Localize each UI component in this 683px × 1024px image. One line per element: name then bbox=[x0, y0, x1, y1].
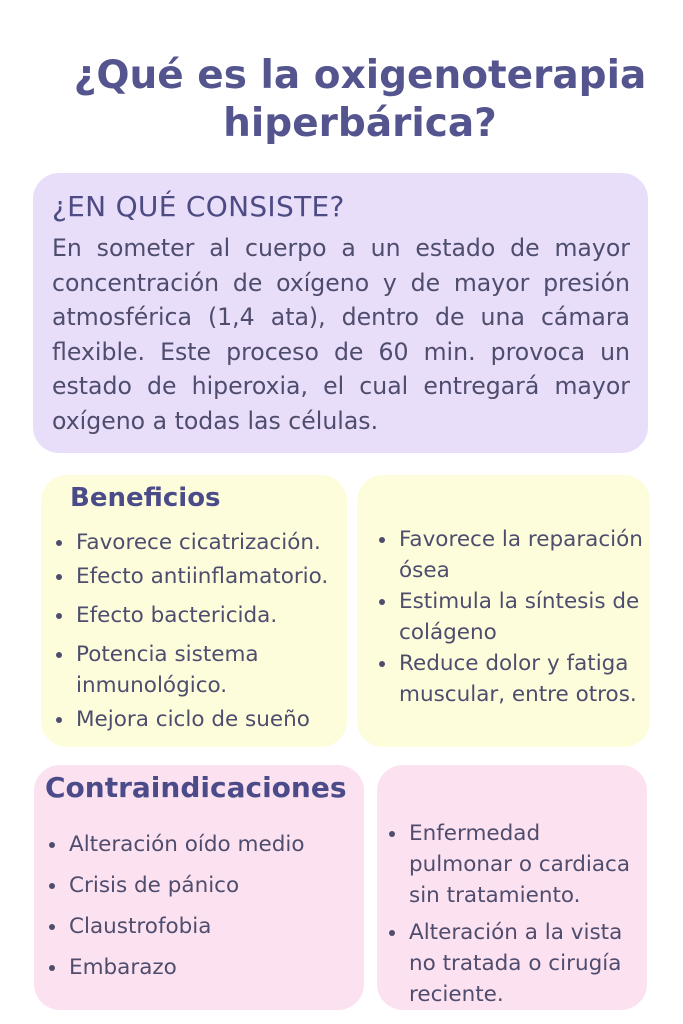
list-item: Favorece la reparación ósea bbox=[373, 524, 648, 586]
contraindicaciones-list-left bbox=[43, 829, 363, 993]
list-item: Crisis de pánico bbox=[43, 870, 363, 901]
beneficios-heading: Beneficios bbox=[70, 483, 221, 513]
list-item: Claustrofobia bbox=[43, 911, 363, 942]
list-item: Efecto antiinflamatorio. bbox=[50, 561, 345, 592]
list-item: Enfermedad pulmonar o cardiaca sin tratamiento. bbox=[383, 818, 645, 911]
consiste-heading: ¿EN QUÉ CONSISTE? bbox=[52, 190, 345, 223]
list-item: Mejora ciclo de sueño bbox=[50, 704, 345, 735]
list-item: Estimula la síntesis de colágeno bbox=[373, 586, 648, 648]
page-title-line-2: hiperbárica? bbox=[223, 101, 497, 146]
list-item: Embarazo bbox=[43, 952, 363, 983]
list-item: Alteración oído medio bbox=[43, 829, 363, 860]
page-title-line-1: ¿Qué es la oxigenoterapia bbox=[73, 53, 647, 98]
page-title bbox=[40, 52, 680, 148]
list-item: Alteración a la vista no tratada o cirugía reciente. bbox=[383, 917, 645, 1010]
list-item: Efecto bactericida. bbox=[50, 600, 345, 631]
beneficios-list-right bbox=[373, 524, 648, 710]
list-item: Favorece cicatrización. bbox=[50, 527, 345, 558]
list-item: Potencia sistema inmunológico. bbox=[50, 639, 345, 701]
contraindicaciones-heading: Contraindicaciones bbox=[45, 771, 347, 804]
contraindicaciones-list-right bbox=[383, 818, 645, 1016]
beneficios-list-left bbox=[50, 527, 345, 738]
list-item: Reduce dolor y fatiga muscular, entre otros. bbox=[373, 648, 648, 710]
consiste-description: En someter al cuerpo a un estado de mayor concentración de oxígeno y de mayor presión atmosférica (1,4 ata), dentro de una cámara flexible. Este proceso de 60 min. provoca un estado de hiperoxia, el cual entregará mayor oxígeno a todas las células. bbox=[52, 234, 630, 435]
